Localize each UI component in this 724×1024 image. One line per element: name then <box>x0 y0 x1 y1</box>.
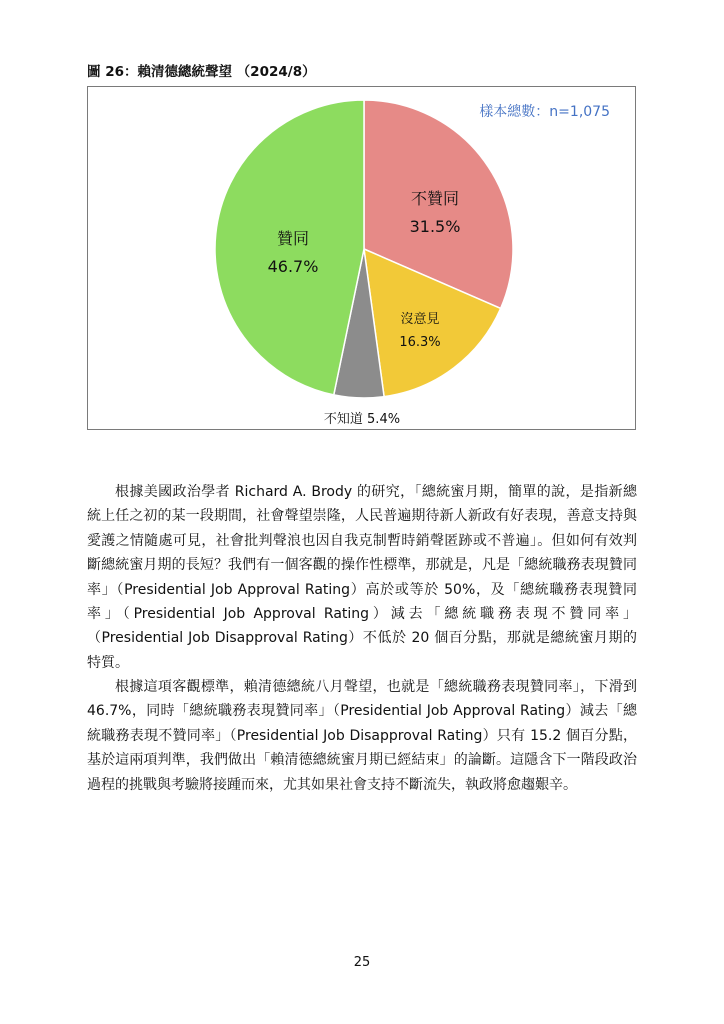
slice-label: 不知道 5.4% <box>323 412 401 427</box>
sample-size-note: 樣本總數：n=1,075 <box>479 104 610 120</box>
slice-value-label: 16.3% <box>399 334 441 350</box>
body-paragraph-2: 根據這項客觀標準，賴清德總統八月聲望，也就是「總統職務表現贊同率」，下滑到 46.7%，同時「總統職務表現贊同率」（Presidential Job Approval Rating）減去「總統職務表現不贊同率」（Presidential Job Disapproval Rating）只有 15.2 個百分點，基於這兩項判準，我們做出「賴清德總統蜜月期已經結束」的論斷。這隱含下一階段政治過程的挑戰與考驗將接踵而來，尤其如果社會支持不斷流失，執政將愈趨艱辛。 <box>87 679 637 793</box>
slice-value-label: 31.5% <box>409 217 461 236</box>
pie-slices <box>215 100 513 398</box>
figure-title: 圖 26：賴清德總統聲望 （2024/8） <box>87 64 316 80</box>
slice-label: 贊同 <box>276 229 310 248</box>
slice-value-label: 46.7% <box>267 257 319 276</box>
pie-chart <box>88 87 635 429</box>
slice-label: 沒意見 <box>400 312 440 327</box>
chart-frame <box>87 86 636 430</box>
slice-label: 不贊同 <box>410 189 460 208</box>
page-number: 25 <box>353 955 371 970</box>
body-paragraph-1: 根據美國政治學者 Richard A. Brody 的研究，「總統蜜月期，簡單的說，是指新總統上任之初的某一段期間，社會聲望崇隆，人民普遍期待新人新政有好表現，善意支持與愛護之情隨處可見，社會批判聲浪也因自我克制暫時銷聲匿跡或不普遍」。但如何有效判斷總統蜜月期的長短？我們有一個客觀的操作性標準，那就是，凡是「總統職務表現贊同率」（Presidential Job Approval Rating）高於或等於 50%，及「總統職務表現贊同率」（Presidential Job Approval Rating）減去「總統職務表現不贊同率」（Presidential Job Disapproval Rating）不低於 20 個百分點，那就是總統蜜月期的特質。 <box>87 484 637 671</box>
